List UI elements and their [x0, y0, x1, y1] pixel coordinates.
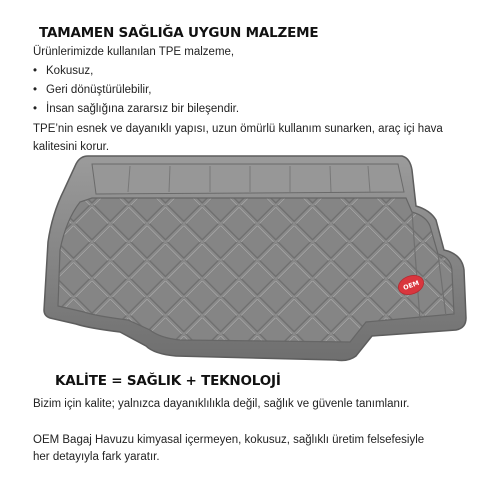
trunk-mat-image: [0, 150, 500, 370]
list-item-text: İnsan sağlığına zararsız bir bileşendir.: [46, 103, 240, 115]
list-item: [33, 100, 239, 119]
oem-description-line: her detayıyla fark yaratır.: [33, 451, 160, 463]
list-item: [33, 81, 239, 100]
paragraph-line: TPE’nin esnek ve dayanıklı yapısı, uzun ömürlü kullanım sunarken, araç içi hava: [33, 123, 443, 135]
oem-description-line: OEM Bagaj Havuzu kimyasal içermeyen, kokusuz, sağlıklı üretim felsefesiyle: [33, 434, 425, 446]
section-heading-material: TAMAMEN SAĞLIĞA UYGUN MALZEME: [39, 25, 319, 41]
intro-text: Ürünlerimizde kullanılan TPE malzeme,: [33, 46, 235, 58]
bullet-icon: •: [33, 84, 38, 96]
quality-text: Bizim için kalite; yalnızca dayanıklılıkla değil, sağlık ve güvenle tanımlanır.: [33, 398, 410, 410]
bullet-icon: •: [33, 103, 38, 115]
section-heading-quality: KALİTE = SAĞLIK + TEKNOLOJİ: [55, 373, 281, 389]
list-item-text: Geri dönüştürülebilir,: [46, 84, 152, 96]
mat-back-ledge: [92, 164, 404, 194]
paragraph-line: kalitesini korur.: [33, 141, 110, 153]
list-item-text: Kokusuz,: [46, 65, 94, 77]
oem-badge-text: OEM: [402, 278, 421, 293]
feature-list: [33, 62, 239, 119]
bullet-icon: •: [33, 65, 38, 77]
list-item: [33, 62, 239, 81]
